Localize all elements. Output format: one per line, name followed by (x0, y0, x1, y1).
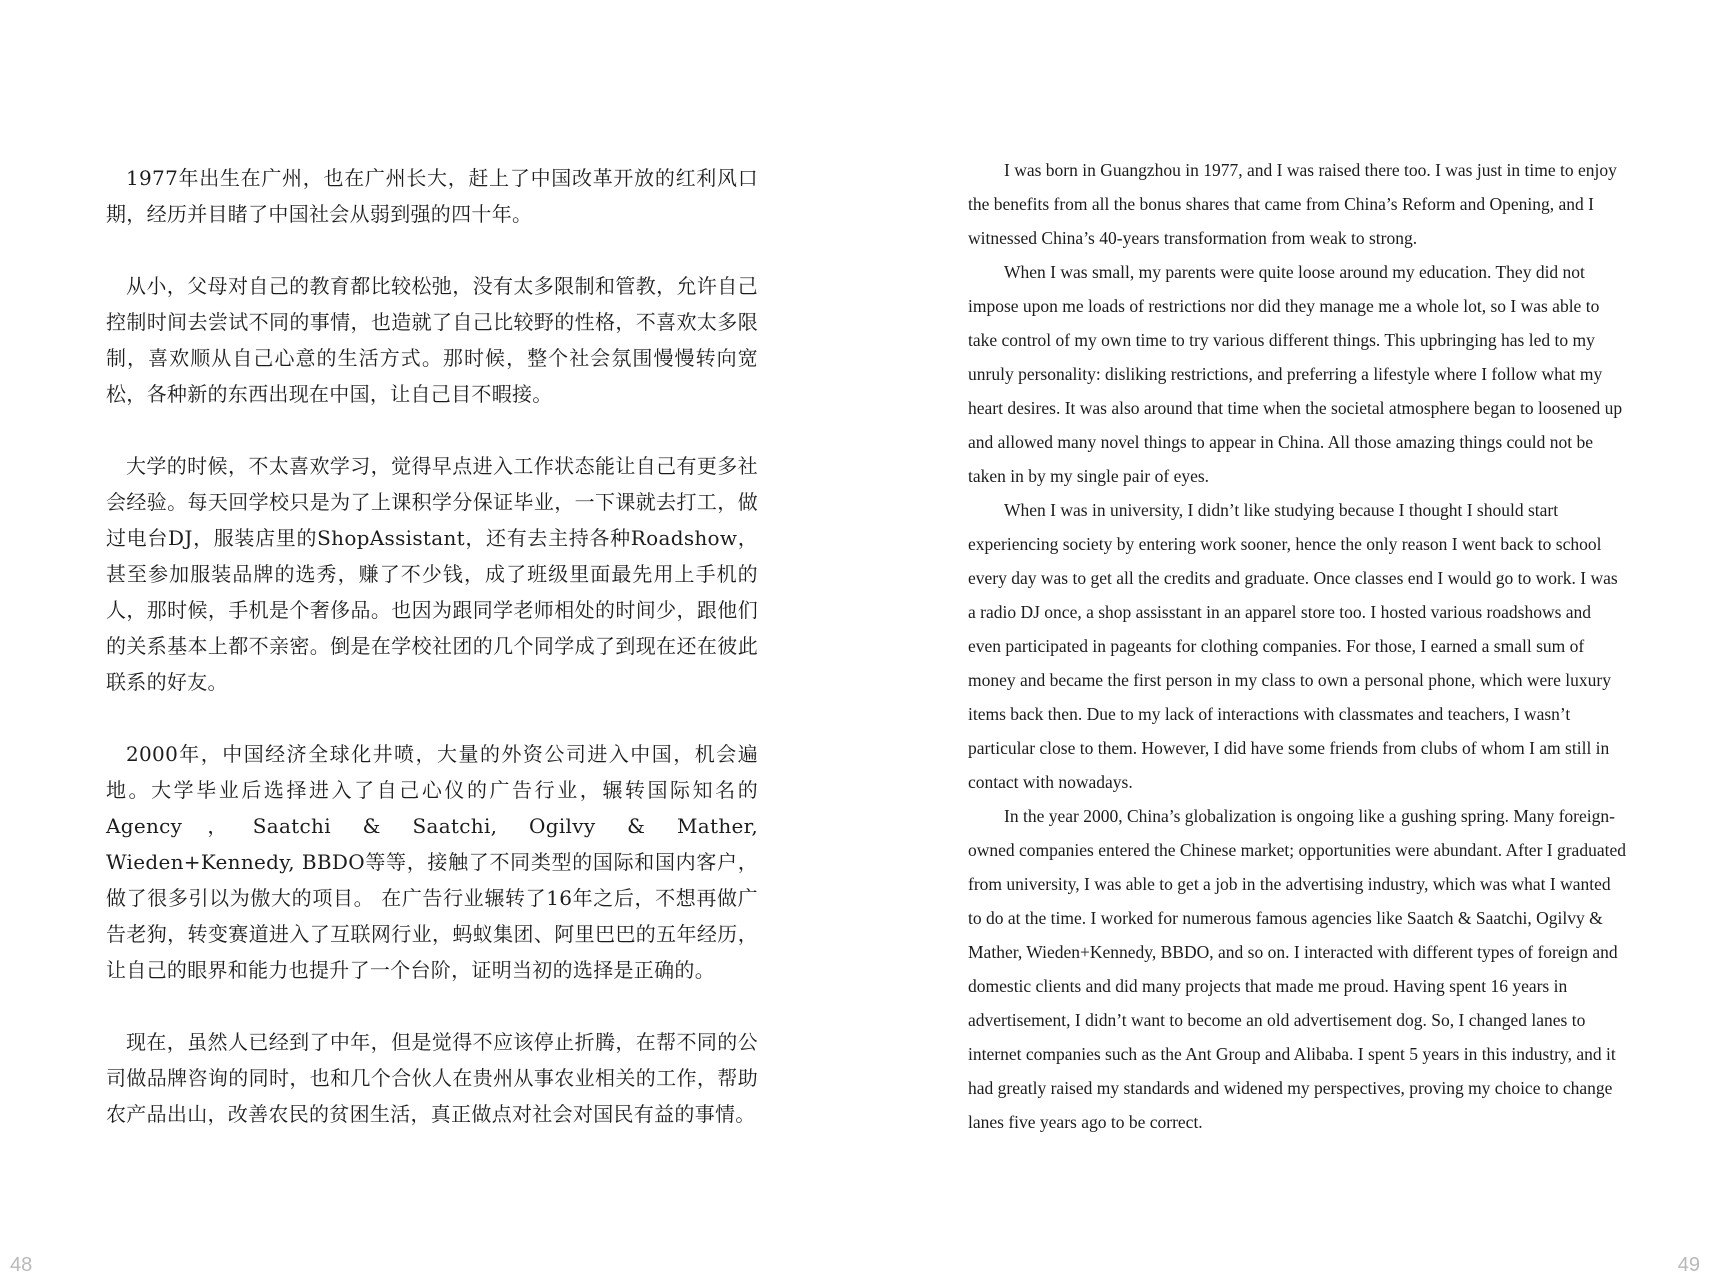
chinese-text-body (106, 160, 758, 1168)
right-page (855, 0, 1710, 1283)
paragraph: When I was in university, I didn’t like studying because I thought I should start experiencing society by entering work sooner, hence the only reason I went back to school every day was to get all the credits and graduate. Once classes end I would go to work. I was a radio DJ once, a shop assisstant in an apparel store too. I hosted various roadshows and even participated in pageants for clothing companies. For those, I earned a small sum of money and became the first person in my class to own a personal phone, which were luxury items back then. Due to my lack of interactions with classmates and teachers, I wasn’t particular close to them. However, I did have some friends from clubs of whom I am still in contact with nowadays. (968, 500, 1618, 792)
page-number: 48 (10, 1254, 33, 1276)
paragraph: 从小，父母对自己的教育都比较松弛，没有太多限制和管教，允许自己控制时间去尝试不同的事情，也造就了自己比较野的性格，不喜欢太多限制，喜欢顺从自己心意的生活方式。那时候，整个社会氛围慢慢转向宽松，各种新的东西出现在中国，让自己目不暇接。 (106, 274, 758, 406)
english-text-body (968, 153, 1628, 1139)
paragraph: 现在，虽然人已经到了中年，但是觉得不应该停止折腾，在帮不同的公司做品牌咨询的同时，也和几个合伙人在贵州从事农业相关的工作，帮助农产品出山，改善农民的贫困生活，真正做点对社会对国民有益的事情。 (106, 1030, 758, 1126)
paragraph: 2000年，中国经济全球化井喷，大量的外资公司进入中国，机会遍地。大学毕业后选择进入了自己心仪的广告行业，辗转国际知名的Agency，Saatchi & Saatchi, Ogilvy & Mather, Wieden+Kennedy, BBDO等等，接触了不同类型的国际和国内客户，做了很多引以为傲大的项目。 在广告行业辗转了16年之后，不想再做广告老狗，转变赛道进入了互联网行业，蚂蚁集团、阿里巴巴的五年经历，让自己的眼界和能力也提升了一个台阶，证明当初的选择是正确的。 (106, 742, 758, 982)
paragraph: 大学的时候，不太喜欢学习，觉得早点进入工作状态能让自己有更多社会经验。每天回学校只是为了上课积学分保证毕业，一下课就去打工，做过电台DJ，服装店里的ShopAssistant，还有去主持各种Roadshow，甚至参加服装品牌的选秀，赚了不少钱，成了班级里面最先用上手机的人，那时候，手机是个奢侈品。也因为跟同学老师相处的时间少，跟他们的关系基本上都不亲密。倒是在学校社团的几个同学成了到现在还在彼此联系的好友。 (106, 454, 758, 694)
paragraph: When I was small, my parents were quite loose around my education. They did not impose upon me loads of restrictions nor did they manage me a whole lot, so I was able to take control of my own time to try various different things. This upbringing has led to my unruly personality: disliking restrictions, and preferring a lifestyle where I follow what my heart desires. It was also around that time when the societal atmosphere began to loosened up and allowed many novel things to appear in China. All those amazing things could not be taken in by my single pair of eyes. (968, 262, 1623, 486)
paragraph: In the year 2000, China’s globalization is ongoing like a gushing spring. Many foreign-owned companies entered the Chinese market; opportunities were abundant. After I graduated from university, I was able to get a job in the advertising industry, which was what I wanted to do at the time. I worked for numerous famous agencies like Saatch & Saatchi, Ogilvy & Mather, Wieden+Kennedy, BBDO, and so on. I interacted with different types of foreign and domestic clients and did many projects that made me proud. Having spent 16 years in advertisement, I didn’t want to become an old advertisement dog. So, I changed lanes to internet companies such as the Ant Group and Alibaba. I spent 5 years in this industry, and it had greatly raised my standards and widened my perspectives, proving my choice to change lanes five years ago to be correct. (968, 806, 1626, 1132)
page-number: 49 (1677, 1254, 1700, 1276)
paragraph: 1977年出生在广州，也在广州长大，赶上了中国改革开放的红利风口期，经历并目睹了中国社会从弱到强的四十年。 (106, 166, 758, 226)
paragraph: I was born in Guangzhou in 1977, and I was raised there too. I was just in time to enjoy the benefits from all the bonus shares that came from China’s Reform and Opening, and I witnessed China’s 40-years transformation from weak to strong. (968, 160, 1617, 248)
